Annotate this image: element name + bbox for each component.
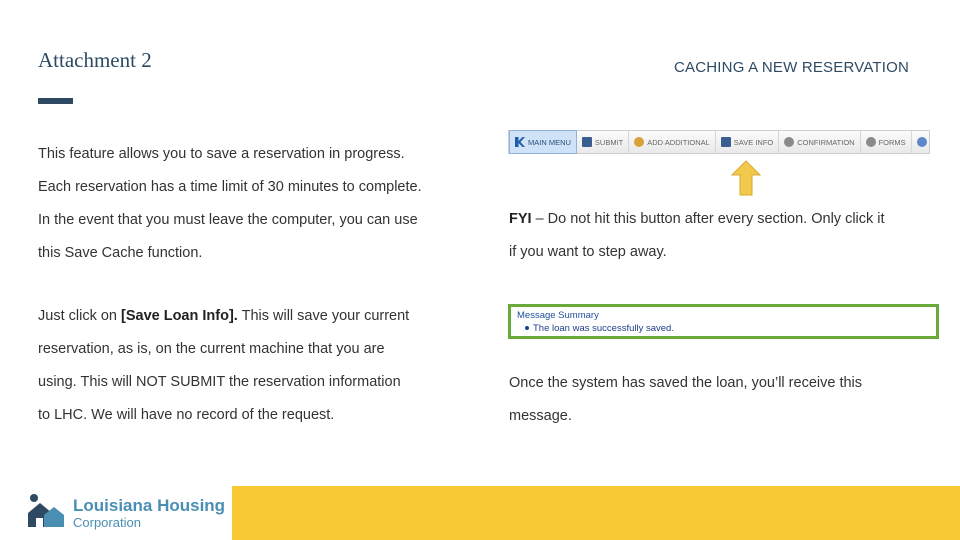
fyi-text: – Do not hit this button after every section. Only click it [531,211,885,227]
message-summary-item: The loan was successfully saved. [533,323,674,334]
save-info-button[interactable] [716,131,779,153]
instructions-line: to LHC. We will have no record of the request. [38,407,335,423]
fyi-line [509,203,939,236]
confirmation-label: CONFIRMATION [797,137,855,147]
accent-bar [38,98,73,104]
message-summary-box [508,304,939,339]
up-arrow-icon [731,160,761,196]
k-logo-icon [515,137,525,147]
logo-name: Louisiana Housing [73,496,226,515]
save-loan-info-reference: [Save Loan Info]. [121,308,238,324]
slide-title: CACHING A NEW RESERVATION [674,59,910,76]
intro-paragraph [38,138,478,270]
submit-label: SUBMIT [594,137,624,147]
forms-icon [866,137,876,147]
house-logo-icon [26,493,66,529]
save-icon [582,137,592,147]
help-icon [917,137,927,147]
message-summary-title: Message Summary [517,310,599,321]
instructions-line: reservation, as is, on the current machine that you are [38,341,385,357]
add-additional-label: ADD ADDITIONAL [647,137,710,147]
fyi-label: FYI [509,211,532,227]
instructions-paragraph [38,300,488,432]
attachment-label: Attachment 2 [38,48,152,72]
forms-label: FORMS [878,137,906,147]
logo-subname: Corporation [73,515,141,530]
add-icon [634,137,644,147]
intro-line: Each reservation has a time limit of 30 minutes to complete. [38,179,422,195]
instructions-rest: This will save your current [237,308,410,324]
main-menu-button[interactable] [509,130,577,154]
save-info-label: SAVE INFO [733,137,774,147]
gear-icon [784,137,794,147]
intro-line: In the event that you must leave the computer, you can use [38,212,418,228]
bullet-icon [525,326,529,330]
fyi-paragraph [509,203,939,269]
submit-button[interactable] [577,131,629,153]
intro-line: This feature allows you to save a reservation in progress. [38,146,405,162]
forms-button[interactable] [861,131,912,153]
instructions-line: using. This will NOT SUBMIT the reservation information [38,374,401,390]
instructions-line [38,300,488,333]
confirmation-button[interactable] [779,131,860,153]
instructions-prefix: Just click on [38,308,121,324]
footer-band [232,486,960,540]
fyi-line: if you want to step away. [509,244,667,260]
app-toolbar [508,130,930,154]
help-button[interactable] [912,131,935,153]
intro-line: this Save Cache function. [38,245,203,261]
main-menu-label: MAIN MENU [528,137,571,147]
add-additional-button[interactable] [629,131,716,153]
saved-note-line: Once the system has saved the loan, you’ll receive this [509,375,863,391]
saved-note-line: message. [509,408,572,424]
save-info-icon [721,137,731,147]
saved-note-paragraph [509,367,939,433]
